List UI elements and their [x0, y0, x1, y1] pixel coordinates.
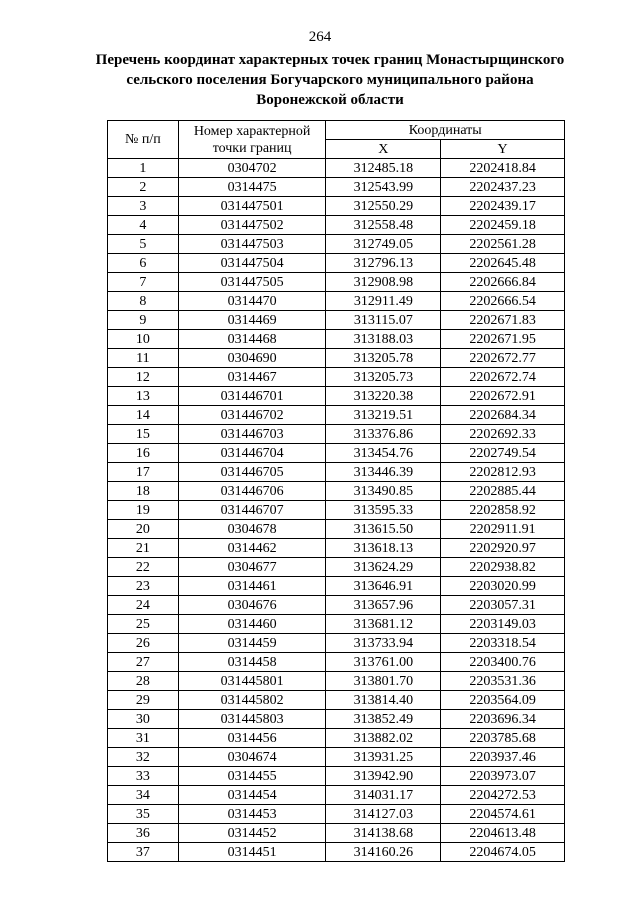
cell-y: 2203020.99: [441, 577, 565, 596]
cell-point-id: 0314456: [178, 729, 326, 748]
cell-num: 6: [108, 254, 179, 273]
cell-x: 313681.12: [326, 615, 441, 634]
cell-point-id: 0314470: [178, 292, 326, 311]
table-row: [108, 501, 565, 520]
cell-y: 2202858.92: [441, 501, 565, 520]
cell-point-id: 0304678: [178, 520, 326, 539]
cell-y: 2202459.18: [441, 216, 565, 235]
table-row: [108, 273, 565, 292]
cell-num: 23: [108, 577, 179, 596]
cell-num: 13: [108, 387, 179, 406]
header-x: X: [326, 140, 441, 159]
header-num: № п/п: [108, 121, 179, 159]
cell-x: 313490.85: [326, 482, 441, 501]
cell-point-id: 031445801: [178, 672, 326, 691]
cell-point-id: 0304690: [178, 349, 326, 368]
cell-y: 2202812.93: [441, 463, 565, 482]
cell-y: 2202749.54: [441, 444, 565, 463]
cell-y: 2202938.82: [441, 558, 565, 577]
cell-y: 2203785.68: [441, 729, 565, 748]
cell-y: 2202666.84: [441, 273, 565, 292]
cell-num: 22: [108, 558, 179, 577]
table-row: [108, 767, 565, 786]
cell-x: 312550.29: [326, 197, 441, 216]
cell-num: 9: [108, 311, 179, 330]
title-line-1: Перечень координат характерных точек границ Монастырщинского: [95, 52, 565, 68]
cell-x: 313624.29: [326, 558, 441, 577]
cell-x: 313205.78: [326, 349, 441, 368]
cell-num: 8: [108, 292, 179, 311]
cell-point-id: 031447501: [178, 197, 326, 216]
cell-y: 2202418.84: [441, 159, 565, 178]
table-row: [108, 843, 565, 862]
cell-x: 314138.68: [326, 824, 441, 843]
table-row: [108, 444, 565, 463]
table-row: [108, 558, 565, 577]
cell-num: 2: [108, 178, 179, 197]
table-row: [108, 159, 565, 178]
table-row: [108, 406, 565, 425]
cell-y: 2202684.34: [441, 406, 565, 425]
cell-y: 2203973.07: [441, 767, 565, 786]
cell-num: 15: [108, 425, 179, 444]
header-point-number: [178, 121, 326, 159]
cell-x: 314031.17: [326, 786, 441, 805]
cell-point-id: 031446704: [178, 444, 326, 463]
header-point-line-2: точки границ: [212, 140, 292, 156]
table-row: [108, 729, 565, 748]
table-row: [108, 349, 565, 368]
cell-point-id: 031447504: [178, 254, 326, 273]
cell-x: 313188.03: [326, 330, 441, 349]
cell-num: 10: [108, 330, 179, 349]
cell-point-id: 0314469: [178, 311, 326, 330]
cell-y: 2202671.83: [441, 311, 565, 330]
table-row: [108, 691, 565, 710]
cell-y: 2202672.74: [441, 368, 565, 387]
title-line-2: сельского поселения Богучарского муниципального района: [126, 72, 534, 88]
cell-num: 26: [108, 634, 179, 653]
cell-num: 5: [108, 235, 179, 254]
cell-x: 313205.73: [326, 368, 441, 387]
cell-point-id: 031446701: [178, 387, 326, 406]
cell-y: 2203057.31: [441, 596, 565, 615]
cell-y: 2204574.61: [441, 805, 565, 824]
cell-x: 313618.13: [326, 539, 441, 558]
cell-x: 313942.90: [326, 767, 441, 786]
cell-point-id: 0314454: [178, 786, 326, 805]
cell-x: 313882.02: [326, 729, 441, 748]
table-row: [108, 311, 565, 330]
table-row: [108, 197, 565, 216]
cell-num: 19: [108, 501, 179, 520]
cell-num: 17: [108, 463, 179, 482]
cell-y: 2202885.44: [441, 482, 565, 501]
cell-x: 312543.99: [326, 178, 441, 197]
cell-x: 312796.13: [326, 254, 441, 273]
cell-x: 313219.51: [326, 406, 441, 425]
cell-point-id: 0314475: [178, 178, 326, 197]
cell-point-id: 0314468: [178, 330, 326, 349]
cell-x: 312908.98: [326, 273, 441, 292]
table-row: [108, 235, 565, 254]
table-row: [108, 615, 565, 634]
cell-x: 313220.38: [326, 387, 441, 406]
table-body: [108, 159, 565, 862]
table-row: [108, 482, 565, 501]
cell-point-id: 031446706: [178, 482, 326, 501]
table-row: [108, 539, 565, 558]
cell-x: 313376.86: [326, 425, 441, 444]
cell-y: 2203564.09: [441, 691, 565, 710]
cell-num: 32: [108, 748, 179, 767]
cell-x: 313615.50: [326, 520, 441, 539]
table-row: [108, 596, 565, 615]
table-row: [108, 292, 565, 311]
cell-num: 25: [108, 615, 179, 634]
document-title: [80, 50, 580, 110]
cell-y: 2202561.28: [441, 235, 565, 254]
table-row: [108, 634, 565, 653]
cell-y: 2202671.95: [441, 330, 565, 349]
cell-point-id: 0304677: [178, 558, 326, 577]
cell-x: 312749.05: [326, 235, 441, 254]
cell-x: 313761.00: [326, 653, 441, 672]
cell-point-id: 031447503: [178, 235, 326, 254]
cell-x: 313931.25: [326, 748, 441, 767]
cell-y: 2203937.46: [441, 748, 565, 767]
table-row: [108, 672, 565, 691]
cell-point-id: 031445802: [178, 691, 326, 710]
cell-num: 33: [108, 767, 179, 786]
table-row: [108, 254, 565, 273]
table-row: [108, 368, 565, 387]
cell-num: 34: [108, 786, 179, 805]
cell-point-id: 0314453: [178, 805, 326, 824]
cell-point-id: 031445803: [178, 710, 326, 729]
cell-x: 313454.76: [326, 444, 441, 463]
cell-num: 7: [108, 273, 179, 292]
cell-x: 313115.07: [326, 311, 441, 330]
cell-y: 2202437.23: [441, 178, 565, 197]
cell-point-id: 0314455: [178, 767, 326, 786]
table-row: [108, 178, 565, 197]
cell-y: 2204674.05: [441, 843, 565, 862]
cell-x: 313801.70: [326, 672, 441, 691]
table-row: [108, 710, 565, 729]
cell-y: 2204272.53: [441, 786, 565, 805]
cell-num: 30: [108, 710, 179, 729]
cell-point-id: 0314467: [178, 368, 326, 387]
cell-num: 14: [108, 406, 179, 425]
cell-num: 28: [108, 672, 179, 691]
cell-y: 2203696.34: [441, 710, 565, 729]
cell-num: 12: [108, 368, 179, 387]
title-line-3: Воронежской области: [256, 92, 404, 108]
cell-num: 3: [108, 197, 179, 216]
cell-y: 2202666.54: [441, 292, 565, 311]
cell-num: 37: [108, 843, 179, 862]
cell-point-id: 0314459: [178, 634, 326, 653]
cell-num: 20: [108, 520, 179, 539]
cell-num: 35: [108, 805, 179, 824]
table-row: [108, 824, 565, 843]
cell-y: 2202672.91: [441, 387, 565, 406]
cell-x: 313814.40: [326, 691, 441, 710]
cell-y: 2203149.03: [441, 615, 565, 634]
cell-y: 2202672.77: [441, 349, 565, 368]
cell-x: 314127.03: [326, 805, 441, 824]
cell-point-id: 0304676: [178, 596, 326, 615]
cell-y: 2203531.36: [441, 672, 565, 691]
table-row: [108, 748, 565, 767]
table-row: [108, 653, 565, 672]
page-number: 264: [308, 29, 332, 45]
cell-point-id: 031446707: [178, 501, 326, 520]
table-header-row: [108, 121, 565, 140]
cell-x: 313446.39: [326, 463, 441, 482]
cell-num: 24: [108, 596, 179, 615]
cell-num: 1: [108, 159, 179, 178]
table-row: [108, 805, 565, 824]
cell-point-id: 0314460: [178, 615, 326, 634]
table-row: [108, 577, 565, 596]
table-row: [108, 216, 565, 235]
cell-point-id: 031447502: [178, 216, 326, 235]
cell-point-id: 031446702: [178, 406, 326, 425]
cell-y: 2202439.17: [441, 197, 565, 216]
cell-x: 313852.49: [326, 710, 441, 729]
cell-x: 312558.48: [326, 216, 441, 235]
cell-point-id: 0314452: [178, 824, 326, 843]
cell-num: 18: [108, 482, 179, 501]
cell-x: 313595.33: [326, 501, 441, 520]
table-row: [108, 330, 565, 349]
cell-y: 2202920.97: [441, 539, 565, 558]
cell-x: 313646.91: [326, 577, 441, 596]
cell-point-id: 0314451: [178, 843, 326, 862]
cell-y: 2203318.54: [441, 634, 565, 653]
table-row: [108, 425, 565, 444]
cell-num: 21: [108, 539, 179, 558]
cell-num: 29: [108, 691, 179, 710]
cell-num: 4: [108, 216, 179, 235]
cell-y: 2204613.48: [441, 824, 565, 843]
cell-x: 313733.94: [326, 634, 441, 653]
header-point-line-1: Номер характерной: [193, 123, 311, 139]
table-row: [108, 463, 565, 482]
cell-y: 2202692.33: [441, 425, 565, 444]
cell-x: 312485.18: [326, 159, 441, 178]
header-y: Y: [441, 140, 565, 159]
cell-y: 2202645.48: [441, 254, 565, 273]
cell-point-id: 0304674: [178, 748, 326, 767]
cell-x: 314160.26: [326, 843, 441, 862]
cell-point-id: 031446705: [178, 463, 326, 482]
cell-num: 31: [108, 729, 179, 748]
cell-x: 312911.49: [326, 292, 441, 311]
cell-num: 27: [108, 653, 179, 672]
cell-point-id: 031446703: [178, 425, 326, 444]
table-row: [108, 520, 565, 539]
cell-point-id: 0314461: [178, 577, 326, 596]
cell-point-id: 0314458: [178, 653, 326, 672]
cell-point-id: 0304702: [178, 159, 326, 178]
cell-point-id: 0314462: [178, 539, 326, 558]
cell-point-id: 031447505: [178, 273, 326, 292]
cell-y: 2203400.76: [441, 653, 565, 672]
table-row: [108, 387, 565, 406]
cell-y: 2202911.91: [441, 520, 565, 539]
coordinates-table: [107, 120, 565, 862]
cell-num: 16: [108, 444, 179, 463]
cell-x: 313657.96: [326, 596, 441, 615]
table-row: [108, 786, 565, 805]
header-coordinates: Координаты: [326, 121, 565, 140]
cell-num: 36: [108, 824, 179, 843]
cell-num: 11: [108, 349, 179, 368]
